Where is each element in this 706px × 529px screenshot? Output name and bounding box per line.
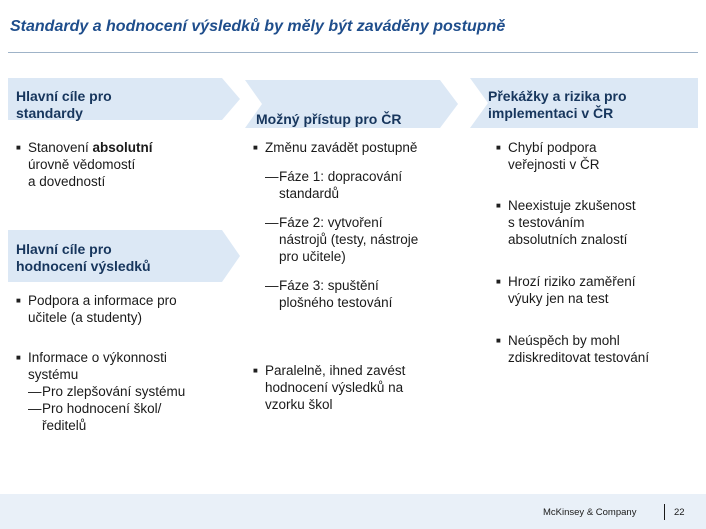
right-header: Překážky a rizika pro implementaci v ČR	[488, 88, 627, 121]
company-name: McKinsey & Company	[543, 507, 637, 518]
middle-bullet-gradual: ■ Změnu zavádět postupně — Fáze 1: dopracování standardů — Fáze 2: vytvoření nástrojů (testy, nástroje pro učitele) — Fáze 3: spuštění plošného testování	[253, 139, 458, 311]
goal-item: ■ Stanovení absolutní úrovně vědomostí a dovedností	[16, 139, 236, 190]
footer-separator	[664, 504, 665, 520]
eval-item-support: ■ Podpora a informace pro učitele (a studenty)	[16, 292, 236, 326]
risk-item-teaching: ■ Hrozí riziko zaměření výuky jen na test	[496, 273, 701, 307]
risk-item-experience: ■ Neexistuje zkušenost s testováním absolutních znalostí	[496, 197, 701, 248]
page-title: Standardy a hodnocení výsledků by měly být zaváděny postupně	[10, 18, 506, 35]
middle-header: Možný přístup pro ČR	[256, 111, 402, 127]
eval-header: Hlavní cíle pro hodnocení výsledků	[16, 241, 151, 274]
eval-item-system: ■ Informace o výkonnosti systému — Pro zlepšování systému — Pro hodnocení škol/ ředitelů	[16, 349, 236, 434]
page-number: 22	[674, 507, 685, 518]
risk-item-public: ■ Chybí podpora veřejnosti v ČR	[496, 139, 701, 173]
middle-bullet-parallel: ■ Paralelně, ihned zavést hodnocení výsledků na vzorku škol	[253, 362, 458, 413]
goals-header: Hlavní cíle pro standardy	[16, 88, 112, 121]
risk-item-failure: ■ Neúspěch by mohl zdiskreditovat testování	[496, 332, 701, 366]
